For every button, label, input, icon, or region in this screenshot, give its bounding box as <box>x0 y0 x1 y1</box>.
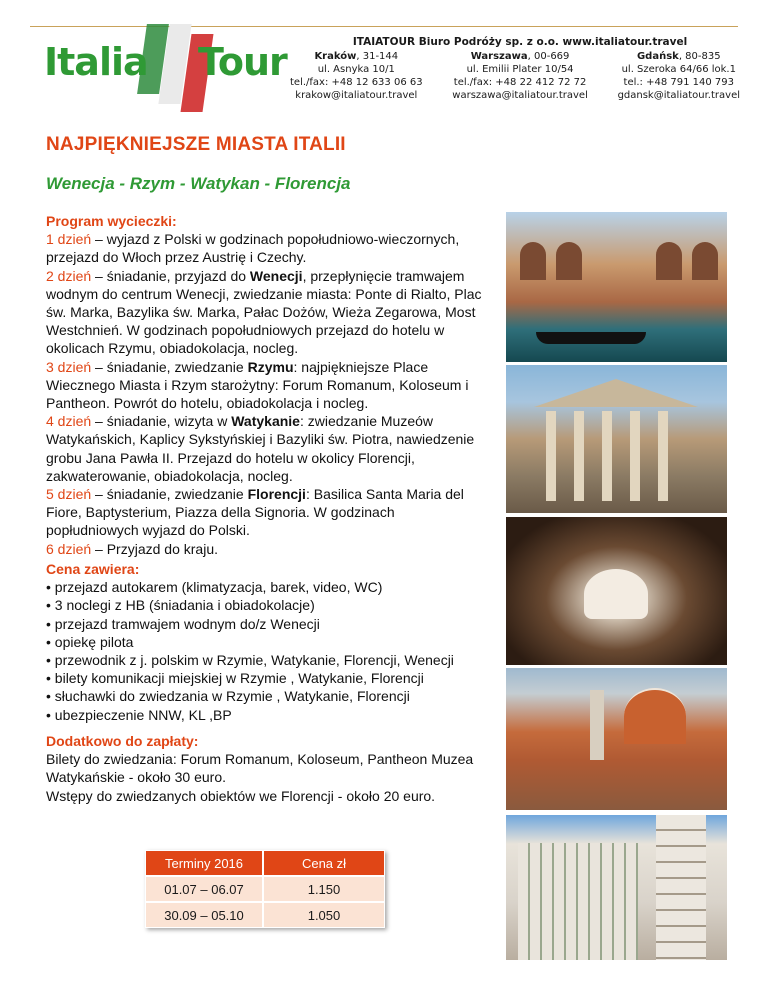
office-postcode: , 80-835 <box>678 51 721 62</box>
photo-pantheon <box>506 365 727 513</box>
office-street: ul. Emilii Plater 10/54 <box>466 64 574 75</box>
offices <box>290 50 740 102</box>
day-text: – wyjazd z Polski w godzinach popołudniowo-wieczornych, przejazd do Włoch przez Austrię i Czechy. <box>46 231 460 266</box>
list-item: • przewodnik z j. polskim w Rzymie, Watykanie, Florencji, Wenecji <box>46 651 486 669</box>
office-postcode: , 00-669 <box>527 51 570 62</box>
list-item: • opiekę pilota <box>46 633 486 651</box>
office-email[interactable]: gdansk@italiatour.travel <box>617 90 740 101</box>
day-text: – śniadanie, wizyta w <box>91 413 232 430</box>
office-city: Gdańsk <box>636 51 679 62</box>
dome-shape <box>624 688 686 744</box>
extra-costs-heading: Dodatkowo do zapłaty: <box>46 733 199 749</box>
photo-venice <box>506 212 727 362</box>
office-email[interactable]: krakow@italiatour.travel <box>295 90 418 101</box>
day-text: – śniadanie, przyjazd do <box>91 267 250 284</box>
office-krakow <box>290 50 423 102</box>
extra-costs-section <box>46 732 486 805</box>
price-table <box>145 850 385 928</box>
program-section <box>46 212 486 558</box>
arch-shape <box>656 242 682 280</box>
pediment-shape <box>534 379 698 407</box>
logo-word-italia: Italia <box>44 40 148 84</box>
included-section <box>46 560 486 724</box>
day-text: : zwiedzanie Muzeów Watykańskich, Kaplicy Sykstyńskiej i Bazyliki św. Piotra, nawiedzenie grobu Jana Pawła II. Przejazd do hotelu w okolicy Florencji, zakwaterowanie, obiadokolacja, nocleg. <box>46 413 475 484</box>
page-subtitle: Wenecja - Rzym - Watykan - Florencja <box>46 174 351 193</box>
sculpture-shape <box>584 569 648 619</box>
column-header-price: Cena zł <box>263 850 385 876</box>
table-cell-dates: 01.07 – 06.07 <box>145 876 263 902</box>
table-cell-dates: 30.09 – 05.10 <box>145 902 263 928</box>
column-header-dates: Terminy 2016 <box>145 850 263 876</box>
arch-shape <box>520 242 546 280</box>
included-heading: Cena zawiera: <box>46 561 140 577</box>
day-label: 3 dzień <box>46 358 92 375</box>
day-text: – śniadanie, zwiedzanie <box>91 358 248 375</box>
table-row <box>145 902 385 928</box>
list-item: • bilety komunikacji miejskiej w Rzymie , Watykanie, Florencji <box>46 669 486 687</box>
day-city: Florencji <box>247 486 306 503</box>
list-item: • przejazd tramwajem wodnym do/z Wenecji <box>46 615 486 633</box>
gondola-shape <box>536 332 646 344</box>
list-item: • słuchawki do zwiedzania w Rzymie , Watykanie, Florencji <box>46 687 486 705</box>
list-item: • przejazd autokarem (klimatyzacja, barek, video, WC) <box>46 578 486 596</box>
program-day <box>46 358 486 413</box>
program-heading: Program wycieczki: <box>46 213 177 229</box>
program-day <box>46 267 486 358</box>
list-item: • ubezpieczenie NNW, KL ,BP <box>46 706 486 724</box>
program-day <box>46 540 486 558</box>
page-title: NAJPIĘKNIEJSZE MIASTA ITALII <box>46 134 346 155</box>
column-shape <box>602 411 612 501</box>
day-label: 6 dzień <box>46 540 92 557</box>
included-list <box>46 578 486 724</box>
day-text: , przepłynięcie tramwajem wodnym do centrum Wenecji, zwiedzanie miasta: Ponte di Rialto, Plac św. Marka, Bazylika św. Marka, Pałac Dożów, Wieża Zegarowa, Most Westchnień. W godzinach popołudniowych przejazd do hotelu w okolicach Rzymu, obiadokolacja, nocleg. <box>46 267 482 357</box>
arch-shape <box>692 242 718 280</box>
extra-costs-line: Wstępy do zwiedzanych obiektów we Florencji - około 20 euro. <box>46 787 436 804</box>
office-gdansk <box>618 50 740 102</box>
table-header-row <box>145 850 385 876</box>
campanile-shape <box>656 815 706 960</box>
program-day <box>46 485 486 540</box>
day-label: 1 dzień <box>46 231 92 248</box>
office-street: ul. Asnyka 10/1 <box>317 64 395 75</box>
day-text: : najpiękniejsze Place Wiecznego Miasta i Rzym starożytny: Forum Romanum, Koloseum i Pantheon. Powrót do hotelu, obiadokolacja i nocleg. <box>46 358 469 412</box>
bell-tower-shape <box>590 690 604 760</box>
day-city: Watykanie <box>231 413 300 430</box>
day-label: 2 dzień <box>46 267 92 284</box>
photo-florence-cathedral <box>506 815 727 960</box>
company-line: ITAIATOUR Biuro Podróży sp. z o.o. www.italiatour.travel <box>352 36 688 48</box>
facade-shape <box>518 843 638 960</box>
table-cell-price: 1.050 <box>263 902 385 928</box>
list-item: • 3 noclegi z HB (śniadania i obiadokolacje) <box>46 596 486 614</box>
photo-florence-panorama <box>506 668 727 810</box>
logo-word-tour: Tour <box>198 40 287 84</box>
office-phone: tel./fax: +48 12 633 06 63 <box>290 77 423 88</box>
day-city: Rzymu <box>247 358 294 375</box>
program-day <box>46 412 486 485</box>
office-postcode: , 31-144 <box>356 51 399 62</box>
office-city: Kraków <box>314 51 357 62</box>
day-label: 5 dzień <box>46 486 92 503</box>
day-text: – Przyjazd do kraju. <box>91 540 218 557</box>
column-shape <box>546 411 556 501</box>
column-shape <box>574 411 584 501</box>
office-phone: tel.: +48 791 140 793 <box>623 77 735 88</box>
photo-pieta <box>506 517 727 665</box>
table-row <box>145 876 385 902</box>
office-city: Warszawa <box>470 51 528 62</box>
logo <box>30 10 287 115</box>
office-email[interactable]: warszawa@italiatour.travel <box>452 90 588 101</box>
extra-costs-line: Bilety do zwiedzania: Forum Romanum, Koloseum, Pantheon Muzea Watykańskie - około 30 euro. <box>46 751 474 786</box>
day-label: 4 dzień <box>46 413 92 430</box>
column-shape <box>658 411 668 501</box>
office-street: ul. Szeroka 64/66 lok.1 <box>621 64 736 75</box>
arch-shape <box>556 242 582 280</box>
table-cell-price: 1.150 <box>263 876 385 902</box>
program-day <box>46 230 486 266</box>
office-phone: tel./fax: +48 22 412 72 72 <box>453 77 587 88</box>
column-shape <box>630 411 640 501</box>
day-text: : Basilica Santa Maria del Fiore, Baptysterium, Piazza della Signoria. W godzinach popłudniowych wyjazd do Polski. <box>46 486 464 539</box>
day-city: Wenecji <box>249 267 303 284</box>
office-warszawa <box>452 50 588 102</box>
day-text: – śniadanie, zwiedzanie <box>91 486 248 503</box>
